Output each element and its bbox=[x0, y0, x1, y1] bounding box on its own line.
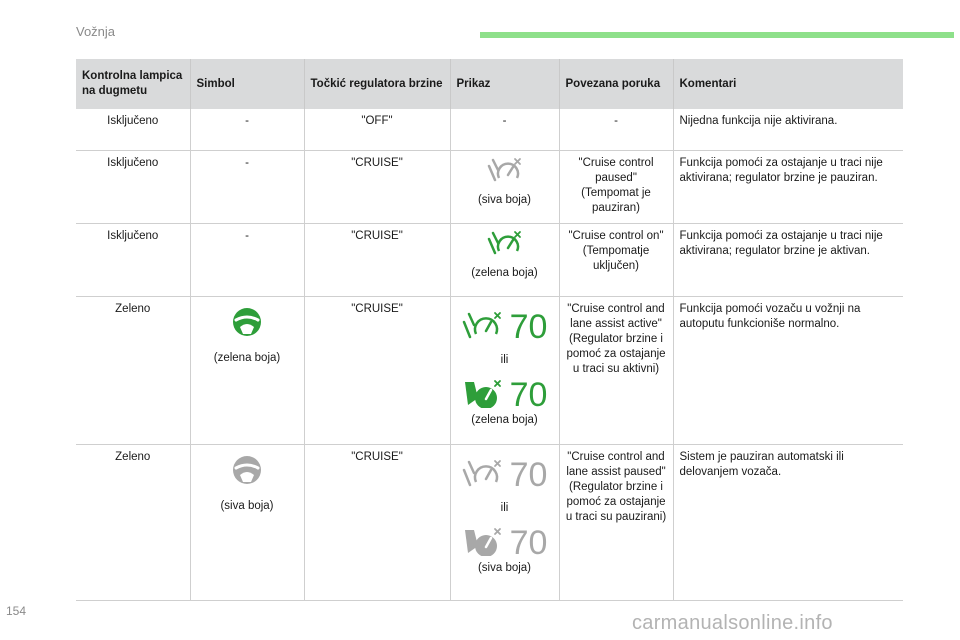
lane-cruise-icon bbox=[462, 458, 502, 493]
section-accent-bar bbox=[480, 32, 954, 38]
display-color-note: (siva boja) bbox=[477, 193, 532, 206]
wheel-cell: "OFF" bbox=[304, 109, 450, 150]
symbol-cell: - bbox=[190, 223, 304, 296]
table-row bbox=[76, 109, 903, 150]
set-speed-value: 70 bbox=[509, 456, 548, 494]
lamp-cell: Zeleno bbox=[76, 296, 190, 444]
steering-wheel-icon bbox=[231, 306, 263, 343]
lamp-cell: Isključeno bbox=[76, 150, 190, 223]
cruise-speedometer-icon bbox=[487, 156, 523, 189]
display-cell bbox=[450, 150, 559, 223]
or-label: ili bbox=[500, 353, 509, 366]
header-comment: Komentari bbox=[673, 59, 903, 109]
header-lamp: Kontrolna lampica na dugmetu bbox=[76, 59, 190, 109]
wheel-cell: "CRUISE" bbox=[304, 296, 450, 444]
message-cell: "Cruise control on" (Tempomatje uključen) bbox=[559, 223, 673, 296]
symbol-cell bbox=[190, 444, 304, 600]
comment-cell: Funkcija pomoći vozaču u vožnji na autoputu funkcioniše normalno. bbox=[673, 296, 903, 444]
or-label: ili bbox=[500, 501, 509, 514]
message-cell: "Cruise control and lane assist active" (Regulator brzine i pomoć za ostajanje u traci su aktivni) bbox=[559, 296, 673, 444]
comment-cell: Nijedna funkcija nije aktivirana. bbox=[673, 109, 903, 150]
cruise-speedometer-icon bbox=[487, 229, 523, 262]
watermark: carmanualsonline.info bbox=[632, 612, 833, 634]
display-color-note: (siva boja) bbox=[477, 561, 532, 574]
cruise-lane-assist-table bbox=[76, 59, 903, 601]
header-symbol: Simbol bbox=[190, 59, 304, 109]
comment-cell: Sistem je pauziran automatski ili delovanjem vozača. bbox=[673, 444, 903, 600]
symbol-cell: - bbox=[190, 109, 304, 150]
table-row bbox=[76, 150, 903, 223]
section-title: Vožnja bbox=[76, 24, 116, 39]
symbol-color-note: (siva boja) bbox=[220, 499, 274, 512]
wheel-cell: "CRUISE" bbox=[304, 444, 450, 600]
lane-cruise-icon bbox=[462, 310, 502, 345]
message-cell: - bbox=[559, 109, 673, 150]
table-row bbox=[76, 296, 903, 444]
header-display: Prikaz bbox=[450, 59, 559, 109]
set-speed-value: 70 bbox=[509, 308, 548, 346]
table-row bbox=[76, 444, 903, 600]
message-cell: "Cruise control and lane assist paused" (Regulator brzine i pomoć za ostajanje u traci su pauzirani) bbox=[559, 444, 673, 600]
page-number: 154 bbox=[6, 604, 27, 618]
lamp-cell: Isključeno bbox=[76, 109, 190, 150]
header-wheel: Točkić regulatora brzine bbox=[304, 59, 450, 109]
symbol-cell: - bbox=[190, 150, 304, 223]
lane-cruise-filled-icon bbox=[462, 526, 502, 561]
comment-cell: Funkcija pomoći za ostajanje u traci nije aktivirana; regulator brzine je aktivan. bbox=[673, 223, 903, 296]
steering-wheel-icon bbox=[231, 454, 263, 491]
message-cell: "Cruise control paused" (Tempomat je pauziran) bbox=[559, 150, 673, 223]
display-cell: - bbox=[450, 109, 559, 150]
display-color-note: (zelena boja) bbox=[471, 413, 538, 426]
lamp-cell: Zeleno bbox=[76, 444, 190, 600]
set-speed-value: 70 bbox=[509, 524, 548, 562]
wheel-cell: "CRUISE" bbox=[304, 223, 450, 296]
display-cell bbox=[450, 223, 559, 296]
symbol-color-note: (zelena boja) bbox=[213, 351, 281, 364]
table-header-row bbox=[76, 59, 903, 109]
lamp-cell: Isključeno bbox=[76, 223, 190, 296]
display-color-note: (zelena boja) bbox=[471, 266, 538, 279]
lane-cruise-filled-icon bbox=[462, 378, 502, 413]
wheel-cell: "CRUISE" bbox=[304, 150, 450, 223]
display-cell bbox=[450, 296, 559, 444]
comment-cell: Funkcija pomoći za ostajanje u traci nije aktivirana; regulator brzine je pauziran. bbox=[673, 150, 903, 223]
table-row bbox=[76, 223, 903, 296]
symbol-cell bbox=[190, 296, 304, 444]
header-message: Povezana poruka bbox=[559, 59, 673, 109]
display-cell bbox=[450, 444, 559, 600]
set-speed-value: 70 bbox=[509, 376, 548, 414]
